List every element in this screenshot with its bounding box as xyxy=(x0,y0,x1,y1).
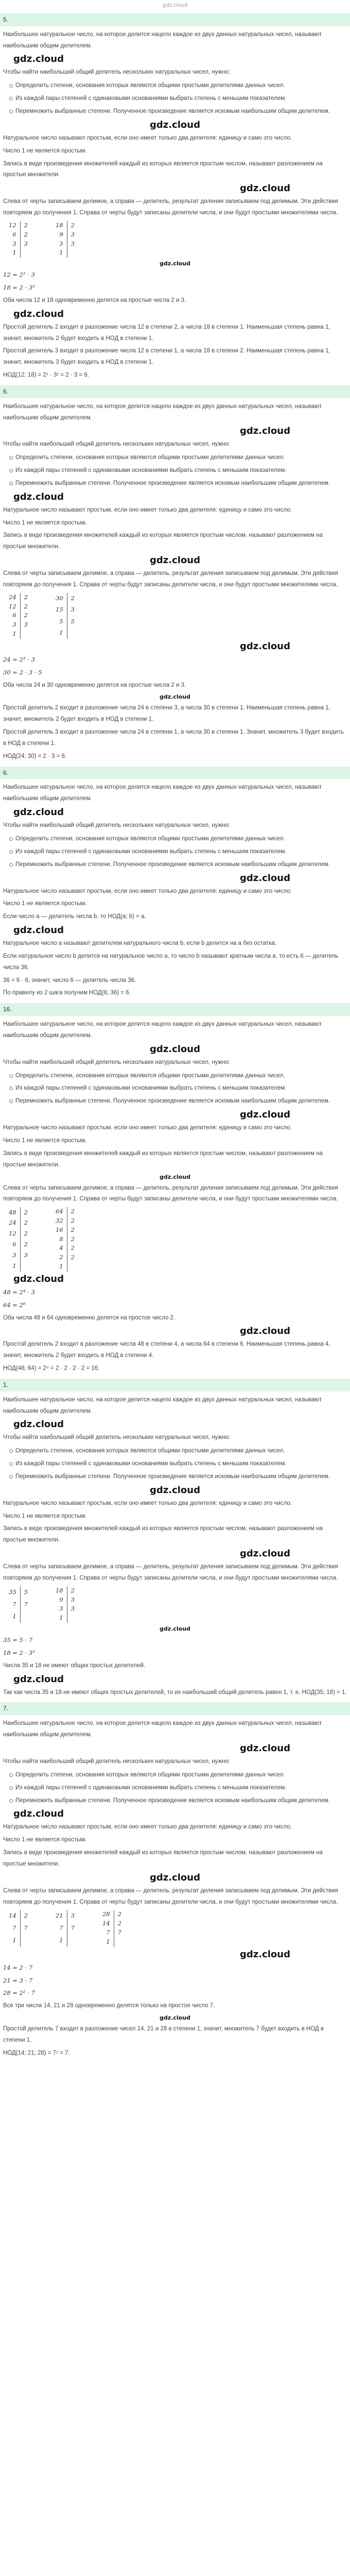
task-number: 6. xyxy=(0,385,350,398)
watermark: gdz.cloud xyxy=(240,1326,290,1337)
gcd-rule-item: Перемножить выбранные степени. Полученное произведение является искомым наибольшим общим делителем. xyxy=(9,106,347,117)
factorization-row xyxy=(52,248,78,258)
gcd-definition: Наибольшее натуральное число, на которое делится нацело каждое из двух данных натуральных чисел, называют наибольшим общим делителем. xyxy=(3,1720,322,1738)
factorization-table xyxy=(52,1207,78,1272)
factorization-table xyxy=(5,1910,31,1946)
divisor-cell xyxy=(20,1935,31,1947)
gcd-rule-item: Из каждой пары степеней с одинаковыми основаниями выбрать степень с меньшим показателем. xyxy=(9,846,347,858)
divisor-cell: 2 xyxy=(20,230,31,240)
watermark: gdz.cloud xyxy=(240,1548,290,1560)
factorization-row xyxy=(5,1599,31,1611)
watermark: gdz.cloud xyxy=(13,1673,64,1685)
prime-definition: Натуральное число называют простым, если оно имеет только два делителя: единицу и само это число. xyxy=(3,134,292,141)
dividend-cell: 64 xyxy=(55,1208,63,1215)
dividend-cell: 3 xyxy=(12,1251,16,1259)
factorization-tables xyxy=(5,593,347,639)
one-not-prime: Число 1 не является простым. xyxy=(3,519,87,526)
dividend-cell: 1 xyxy=(12,1936,16,1944)
dividend-cell: 12 xyxy=(9,221,16,229)
solution-step: НОД(48; 64) = 2⁴ = 2 · 2 · 2 · 2 = 16. xyxy=(3,1365,100,1372)
watermark: gdz.cloud xyxy=(13,308,64,319)
task-number: 6. xyxy=(0,767,350,779)
gcd-rule-item: Перемножить выбранные степени. Полученное произведение является искомым наибольшим общим делителем. xyxy=(9,1471,347,1483)
divisor-cell: 5 xyxy=(67,616,78,627)
watermark: gdz.cloud xyxy=(150,555,200,566)
watermark: gdz.cloud xyxy=(13,491,64,502)
divisor-cell: 2 xyxy=(67,1253,78,1262)
factorization-row xyxy=(5,1910,31,1922)
divisor-cell: 3 xyxy=(20,240,31,249)
watermark: gdz.cloud xyxy=(160,2014,190,2022)
factorization-definition: Запись в виде произведения множителей каждый из которых является простым числом, называют разложением на простые множители. xyxy=(3,1526,323,1544)
factorization-row xyxy=(52,1216,78,1226)
factorization-result: 30 = 2 · 3 · 5 xyxy=(3,668,42,676)
divisor-cell xyxy=(20,248,31,258)
divisor-cell: 2 xyxy=(20,1218,31,1229)
divisor-cell xyxy=(114,1938,125,1947)
divisor-cell: 5 xyxy=(20,1586,31,1599)
gcd-rule-item: Перемножить выбранные степени. Полученное произведение является искомым наибольшим общим делителем. xyxy=(9,1795,347,1807)
factorization-result: 14 = 2 · 7 xyxy=(3,1963,33,1971)
divisor-cell: 2 xyxy=(67,1207,78,1216)
factorization-row xyxy=(5,221,31,230)
dividend-cell: 1 xyxy=(59,629,63,636)
solution-step: По правилу из 2 шага получим НОД(6; 36) = 6. xyxy=(3,990,131,996)
factorization-tables xyxy=(5,221,347,258)
factorization-row xyxy=(5,1218,31,1229)
factorization-row xyxy=(52,221,78,230)
solution-step: Если число a — делитель числа b, то НОД(a; b) = a. xyxy=(3,913,146,920)
dividend-cell: 3 xyxy=(59,240,63,247)
solution-step: Все три числа 14, 21 и 28 одновременно делятся только на простое число 7. xyxy=(3,2003,215,2009)
dividend-cell: 35 xyxy=(9,1588,16,1596)
factorization-row xyxy=(99,1938,125,1947)
factorization-row xyxy=(52,1226,78,1235)
one-not-prime: Число 1 не является простым. xyxy=(3,147,87,154)
divisor-cell: 3 xyxy=(67,230,78,240)
dividend-cell: 18 xyxy=(55,221,63,229)
factorization-row xyxy=(99,1910,125,1919)
watermark: gdz.cloud xyxy=(150,1484,200,1496)
factorization-result: 24 = 2³ · 3 xyxy=(3,655,35,663)
factorization-row xyxy=(5,1586,31,1599)
factorization-row xyxy=(5,1261,31,1272)
gcd-rule-item: Определить степени, основания которых являются общими простыми делителями данных чисел. xyxy=(9,1071,347,1082)
gcd-rules-heading: Чтобы найти наибольший общий делитель нескольких натуральных чисел, нужно: xyxy=(3,1758,231,1765)
watermark: gdz.cloud xyxy=(13,807,64,818)
factorization-table xyxy=(52,1910,78,1946)
solution-step: Простой делитель 2 входит в разложение числа 48 в степени 4, а числа 64 в степени 6. Наименьшая степень равна 4, значит, множитель 2 будет входить в НОД в степени 4. xyxy=(3,1341,330,1359)
gcd-rules-list xyxy=(3,80,347,117)
dividend-cell: 3 xyxy=(59,1605,63,1613)
dividend-cell: 1 xyxy=(12,1613,16,1620)
gcd-rule-item: Перемножить выбранные степени. Полученное произведение является искомым наибольшим общим делителем. xyxy=(9,859,347,871)
prime-definition: Натуральное число называют простым, если оно имеет только два делителя: единицу и само это число. xyxy=(3,1500,292,1506)
dividend-cell: 15 xyxy=(55,606,63,614)
divisor-cell: 3 xyxy=(67,240,78,249)
solution-step: 36 = 6 · 6, значит, число 6 — делитель числа 36. xyxy=(3,977,136,984)
dividend-cell: 1 xyxy=(59,1614,63,1622)
factorization-row xyxy=(52,1922,78,1935)
divisor-cell: 2 xyxy=(67,1586,78,1596)
divisor-cell xyxy=(67,1614,78,1623)
factorization-table xyxy=(5,221,31,258)
dividend-cell: 21 xyxy=(55,1912,63,1920)
gcd-rules-list xyxy=(3,1446,347,1483)
dividend-cell: 1 xyxy=(12,630,16,638)
factorization-row xyxy=(5,248,31,258)
divisor-cell xyxy=(67,1935,78,1947)
watermark: gdz.cloud xyxy=(240,640,290,652)
solution-step: Так как числа 35 и 18 не имеют общих простых делителей, то их наибольший общий делитель равен 1, т. е. НОД(35; 18) = 1. xyxy=(3,1689,347,1696)
dividend-cell: 1 xyxy=(59,249,63,257)
factorization-method: Слева от черты записываем делимое, а справа — делитель, результат деления записываем под делимым. Эти действия повторяем до получения 1. Справа от черты будут записаны делители числа, и они будут простыми множителями числа. xyxy=(3,1564,338,1582)
dividend-cell: 1 xyxy=(12,1262,16,1269)
factorization-table xyxy=(5,1586,31,1623)
divisor-cell: 2 xyxy=(67,1226,78,1235)
watermark: gdz.cloud xyxy=(240,1742,290,1754)
gcd-definition: Наибольшее натуральное число, на которое делится нацело каждое из двух данных натуральных чисел, называют наибольшим общим делителем. xyxy=(3,403,322,421)
divisor-cell: 2 xyxy=(20,221,31,230)
dividend-cell: 8 xyxy=(59,1235,63,1243)
one-not-prime: Число 1 не является простым. xyxy=(3,901,87,907)
solution-step: Простой делитель 3 входит в разложение числа 24 в степени 1, а числа 30 в степени 1. Значит, множитель 3 будет входить в НОД в степени 1. xyxy=(3,729,344,747)
gcd-definition: Наибольшее натуральное число, на которое делится нацело каждое из двух данных натуральных чисел, называют наибольшим общим делителем. xyxy=(3,1396,322,1414)
watermark: gdz.cloud xyxy=(150,1872,200,1883)
watermark: gdz.cloud xyxy=(150,119,200,130)
divisor-cell xyxy=(67,628,78,639)
factorization-row xyxy=(52,1614,78,1623)
dividend-cell: 7 xyxy=(12,1924,16,1932)
gcd-rules-list xyxy=(3,1770,347,1807)
factorization-row xyxy=(5,1207,31,1218)
divisor-cell xyxy=(67,1262,78,1272)
factorization-row xyxy=(5,1250,31,1261)
gcd-definition: Наибольшее натуральное число, на которое делится нацело каждое из двух данных натуральных чисел, называют наибольшим общим делителем. xyxy=(3,1021,322,1039)
factorization-result: 28 = 2² · 7 xyxy=(3,1989,35,1997)
divisor-cell: 7 xyxy=(20,1922,31,1935)
watermark: gdz.cloud xyxy=(240,1948,290,1960)
divisor-cell: 3 xyxy=(67,604,78,616)
factorization-row xyxy=(5,1229,31,1240)
task-number: 5. xyxy=(0,13,350,26)
factorization-definition: Запись в виде произведения множителей каждый из которых является простым числом, называют разложением на простые множители. xyxy=(3,1150,323,1168)
divisor-cell: 2 xyxy=(67,593,78,604)
prime-definition: Натуральное число называют простым, если оно имеет только два делителя: единицу и само это число. xyxy=(3,1125,292,1131)
divisor-cell: 3 xyxy=(67,1604,78,1614)
solution-step: Простой делитель 2 входит в разложение числа 12 в степени 2, а числа 18 в степени 1. Наименьшая степень равна 1, значит, множитель 2 будет входить в НОД в степени 1. xyxy=(3,324,330,342)
dividend-cell: 5 xyxy=(59,617,63,625)
divisor-cell: 7 xyxy=(114,1928,125,1938)
divisor-cell xyxy=(20,1261,31,1272)
solution-step: Оба числа 48 и 64 одновременно делятся на простое число 2. xyxy=(3,1314,176,1321)
factorization-row xyxy=(5,620,31,630)
solution-step: НОД(24; 30) = 2 · 3 = 6. xyxy=(3,753,67,759)
factorization-method: Слева от черты записываем делимое, а справа — делитель, результат деления записываем под делимым. Эти действия повторяем до получения 1. Справа от черты будут записаны делители числа, и они будут простыми множителями числа. xyxy=(3,570,338,588)
factorization-row xyxy=(5,230,31,240)
divisor-cell: 2 xyxy=(67,221,78,230)
gcd-rules-list xyxy=(3,1071,347,1108)
factorization-method: Слева от черты записываем делимое, а справа — делитель, результат деления записываем под делимым. Эти действия повторяем до получения 1. Справа от черты будут записаны делители числа, и они будут простыми множителями числа. xyxy=(3,1184,338,1202)
factorization-method: Слева от черты записываем делимое, а справа — делитель, результат деления записываем под делимым. Эти действия повторяем до получения 1. Справа от черты будут записаны делители числа, и они будут простыми множителями числа. xyxy=(3,198,338,216)
gcd-rule-item: Определить степени, основания которых являются общими простыми делителями данных чисел. xyxy=(9,452,347,464)
solution-step: Простой делитель 7 входит в разложение чисел 14, 21 и 28 в степени 1, значит, множитель 7 будет входить в НОД в степени 1. xyxy=(3,2026,324,2043)
dividend-cell: 6 xyxy=(12,612,16,619)
divisor-cell: 2 xyxy=(67,1216,78,1226)
dividend-cell: 6 xyxy=(12,230,16,238)
divisor-cell: 2 xyxy=(20,593,31,602)
solution-step: Оба числа 12 и 18 одновременно делятся на простые числа 2 и 3. xyxy=(3,297,186,303)
watermark: gdz.cloud xyxy=(240,1109,290,1121)
factorization-table xyxy=(5,1207,31,1272)
divisor-cell xyxy=(20,630,31,639)
dividend-cell: 1 xyxy=(106,1938,110,1945)
task-number: 16. xyxy=(0,1003,350,1016)
dividend-cell: 3 xyxy=(12,240,16,247)
factorization-row xyxy=(5,240,31,249)
dividend-cell: 7 xyxy=(59,1924,63,1932)
factorization-result: 18 = 2 · 3² xyxy=(3,1649,35,1656)
divisor-cell: 3 xyxy=(67,1596,78,1605)
factorization-row xyxy=(52,1244,78,1253)
watermark: gdz.cloud xyxy=(160,693,190,701)
gcd-rule-item: Определить степени, основания которых являются общими простыми делителями данных чисел. xyxy=(9,80,347,92)
gcd-rules-heading: Чтобы найти наибольший общий делитель нескольких натуральных чисел, нужно: xyxy=(3,441,231,448)
divisor-cell: 2 xyxy=(67,1244,78,1253)
factorization-row xyxy=(99,1928,125,1938)
factorization-row xyxy=(52,1235,78,1244)
watermark: gdz.cloud xyxy=(13,1808,64,1820)
dividend-cell: 1 xyxy=(12,249,16,257)
factorization-row xyxy=(5,1922,31,1935)
watermark: gdz.cloud xyxy=(13,1273,64,1284)
factorization-row xyxy=(52,604,78,616)
solution-step: Простой делитель 2 входит в разложение числа 24 в степени 3, а числа 30 в степени 1. Наименьшая степень равна 1, значит, множитель 2 будет входить в НОД в степени 1. xyxy=(3,705,330,723)
divisor-cell: 2 xyxy=(67,1235,78,1244)
prime-definition: Натуральное число называют простым, если оно имеет только два делителя: единицу и само это число. xyxy=(3,1824,292,1831)
gcd-rule-item: Определить степени, основания которых являются общими простыми делителями данных чисел. xyxy=(9,1770,347,1781)
divisor-cell: 2 xyxy=(20,1229,31,1240)
dividend-cell: 24 xyxy=(9,593,16,601)
task-number: 1. xyxy=(0,1379,350,1392)
prime-definition: Натуральное число называют простым, если оно имеет только два делителя: единицу и само это число. xyxy=(3,888,292,894)
gcd-rule-item: Определить степени, основания которых являются общими простыми делителями данных чисел. xyxy=(9,1446,347,1457)
dividend-cell: 6 xyxy=(12,1241,16,1248)
factorization-row xyxy=(52,230,78,240)
dividend-cell: 12 xyxy=(9,602,16,610)
divisor-cell: 2 xyxy=(20,611,31,620)
factorization-row xyxy=(52,593,78,604)
divisor-cell: 3 xyxy=(20,620,31,630)
dividend-cell: 2 xyxy=(59,1253,63,1261)
factorization-definition: Запись в виде произведения множителей каждый из которых является простым числом, называют разложением на простые множители. xyxy=(3,1850,323,1867)
watermark: gdz.cloud xyxy=(160,260,190,267)
dividend-cell: 7 xyxy=(12,1600,16,1608)
gcd-rule-item: Перемножить выбранные степени. Полученное произведение является искомым наибольшим общим делителем. xyxy=(9,1096,347,1107)
factorization-row xyxy=(5,611,31,620)
factorization-result: 21 = 3 · 7 xyxy=(3,1976,33,1984)
site-logo[interactable]: gdz.cloud xyxy=(162,3,188,8)
factorization-row xyxy=(52,1596,78,1605)
prime-definition: Натуральное число называют простым, если оно имеет только два делителя: единицу и само это число. xyxy=(3,506,292,513)
factorization-result: 35 = 5 · 7 xyxy=(3,1636,33,1644)
factorization-table xyxy=(99,1910,125,1946)
factorization-row xyxy=(52,1262,78,1272)
gcd-rules-heading: Чтобы найти наибольший общий делитель нескольких натуральных чисел, нужно: xyxy=(3,1434,231,1441)
watermark: gdz.cloud xyxy=(240,872,290,884)
factorization-table xyxy=(5,593,31,639)
dividend-cell: 48 xyxy=(9,1208,16,1216)
one-not-prime: Число 1 не является простым. xyxy=(3,1137,87,1144)
factorization-row xyxy=(52,1253,78,1262)
dividend-cell: 12 xyxy=(9,1230,16,1238)
factorization-row xyxy=(99,1919,125,1928)
divisor-cell: 2 xyxy=(20,1207,31,1218)
solution-step: НОД(12; 18) = 2¹ · 3¹ = 2 · 3 = 6. xyxy=(3,372,90,379)
dividend-cell: 9 xyxy=(59,1596,63,1603)
dividend-cell: 4 xyxy=(59,1244,63,1252)
dividend-cell: 3 xyxy=(12,621,16,629)
factorization-result: 48 = 2⁴ · 3 xyxy=(3,1288,35,1296)
factorization-row xyxy=(5,1935,31,1947)
divisor-cell xyxy=(20,1611,31,1623)
dividend-cell: 16 xyxy=(55,1226,63,1233)
gcd-definition: Наибольшее натуральное число, на которое делится нацело каждое из двух данных натуральных чисел, называют наибольшим общим делителем. xyxy=(3,31,322,49)
one-not-prime: Число 1 не является простым. xyxy=(3,1837,87,1843)
task-number: 7. xyxy=(0,1702,350,1715)
watermark: gdz.cloud xyxy=(160,1173,190,1180)
factorization-table xyxy=(52,1586,78,1623)
factorization-definition: Запись в виде произведения множителей каждый из которых является простым числом, называют разложением на простые множители. xyxy=(3,160,323,178)
dividend-cell: 28 xyxy=(102,1910,110,1918)
watermark: gdz.cloud xyxy=(240,183,290,194)
factorization-result: 18 = 2 · 3² xyxy=(3,284,35,292)
gcd-rules-heading: Чтобы найти наибольший общий делитель нескольких натуральных чисел, нужно: xyxy=(3,69,231,76)
divisor-cell xyxy=(67,248,78,258)
gcd-rule-item: Из каждой пары степеней с одинаковыми основаниями выбрать степень с меньшим показателем. xyxy=(9,465,347,477)
watermark: gdz.cloud xyxy=(13,1419,64,1430)
divisor-cell: 2 xyxy=(114,1919,125,1928)
divisor-cell: 7 xyxy=(20,1599,31,1611)
factorization-tables xyxy=(5,1910,347,1946)
dividend-cell: 24 xyxy=(9,1219,16,1227)
dividend-cell: 9 xyxy=(59,230,63,238)
factorization-row xyxy=(52,628,78,639)
watermark: gdz.cloud xyxy=(150,1043,200,1055)
dividend-cell: 18 xyxy=(55,1586,63,1594)
gcd-definition: Наибольшее натуральное число, на которое делится нацело каждое из двух данных натуральных чисел, называют наибольшим общим делителем. xyxy=(3,784,322,802)
divisor-cell: 3 xyxy=(67,1910,78,1922)
gcd-rule-item: Из каждой пары степеней с одинаковыми основаниями выбрать степень с меньшим показателем. xyxy=(9,93,347,105)
solution-step: Простой делитель 3 входит в разложение числа 12 в степени 1, а числа 18 в степени 2. Наименьшая степень равна 1, значит, множитель 3 будет входить в НОД в степени 1. xyxy=(3,348,330,366)
factorization-table xyxy=(52,593,78,639)
solution-step: Натуральное число a называют делителем натурального числа b, если b делится на a без остатка. xyxy=(3,940,277,947)
factorization-definition: Запись в виде произведения множителей каждый из которых является простым числом, называют разложением на простые множители. xyxy=(3,532,323,550)
divisor-cell: 2 xyxy=(20,602,31,612)
divisor-cell: 3 xyxy=(20,1250,31,1261)
dividend-cell: 14 xyxy=(102,1920,110,1927)
factorization-row xyxy=(52,240,78,249)
gcd-rule-item: Перемножить выбранные степени. Полученное произведение является искомым наибольшим общим делителем. xyxy=(9,478,347,489)
watermark: gdz.cloud xyxy=(160,1625,190,1633)
factorization-table xyxy=(52,221,78,258)
factorization-row xyxy=(52,1604,78,1614)
gcd-rules-list xyxy=(3,834,347,871)
factorization-row xyxy=(5,1240,31,1250)
factorization-method: Слева от черты записываем делимое, а справа — делитель, результат деления записываем под делимым. Эти действия повторяем до получения 1. Справа от черты будут записаны делители числа, и они будут простыми множителями числа. xyxy=(3,1887,338,1905)
solution-step: Если натуральное число b делится на натуральное число a, то число b называют кратным числа a, то есть 6 — делитель числа 36. xyxy=(3,953,339,971)
factorization-row xyxy=(5,630,31,639)
factorization-tables xyxy=(5,1207,347,1272)
watermark: gdz.cloud xyxy=(240,426,290,437)
divisor-cell: 2 xyxy=(114,1910,125,1919)
factorization-row xyxy=(52,616,78,627)
solution-step: Оба числа 24 и 30 одновременно делятся на простые числа 2 и 3. xyxy=(3,682,186,688)
gcd-rules-heading: Чтобы найти наибольший общий делитель нескольких натуральных чисел, нужно: xyxy=(3,1059,231,1065)
gcd-rule-item: Определить степени, основания которых являются общими простыми делителями данных чисел. xyxy=(9,834,347,845)
factorization-row xyxy=(5,1611,31,1623)
dividend-cell: 7 xyxy=(106,1929,110,1937)
factorization-row xyxy=(52,1207,78,1216)
factorization-result: 12 = 2² · 3 xyxy=(3,271,35,279)
gcd-rule-item: Из каждой пары степеней с одинаковыми основаниями выбрать степень с меньшим показателем. xyxy=(9,1783,347,1794)
watermark: gdz.cloud xyxy=(13,925,64,936)
factorization-row xyxy=(5,602,31,612)
one-not-prime: Число 1 не является простым. xyxy=(3,1513,87,1519)
factorization-row xyxy=(52,1586,78,1596)
solution-step: Числа 35 и 18 не имеют общих простых делителей. xyxy=(3,1662,146,1669)
divisor-cell: 7 xyxy=(67,1922,78,1935)
dividend-cell: 32 xyxy=(55,1217,63,1224)
gcd-rules-list xyxy=(3,452,347,489)
factorization-row xyxy=(52,1935,78,1947)
divisor-cell: 2 xyxy=(20,1910,31,1922)
dividend-cell: 14 xyxy=(9,1912,16,1920)
gcd-rule-item: Из каждой пары степеней с одинаковыми основаниями выбрать степень с меньшим показателем. xyxy=(9,1459,347,1470)
solution-step: НОД(14; 21; 28) = 7¹ = 7. xyxy=(3,2049,70,2056)
dividend-cell: 1 xyxy=(59,1936,63,1944)
factorization-tables xyxy=(5,1586,347,1623)
gcd-rules-heading: Чтобы найти наибольший общий делитель нескольких натуральных чисел, нужно: xyxy=(3,822,231,829)
dividend-cell: 30 xyxy=(55,595,63,602)
factorization-result: 64 = 2⁶ xyxy=(3,1301,26,1309)
factorization-row xyxy=(52,1910,78,1922)
divisor-cell: 2 xyxy=(20,1240,31,1250)
gcd-rule-item: Из каждой пары степеней с одинаковыми основаниями выбрать степень с меньшим показателем. xyxy=(9,1083,347,1094)
factorization-row xyxy=(5,593,31,602)
dividend-cell: 1 xyxy=(59,1263,63,1270)
watermark: gdz.cloud xyxy=(13,54,64,65)
